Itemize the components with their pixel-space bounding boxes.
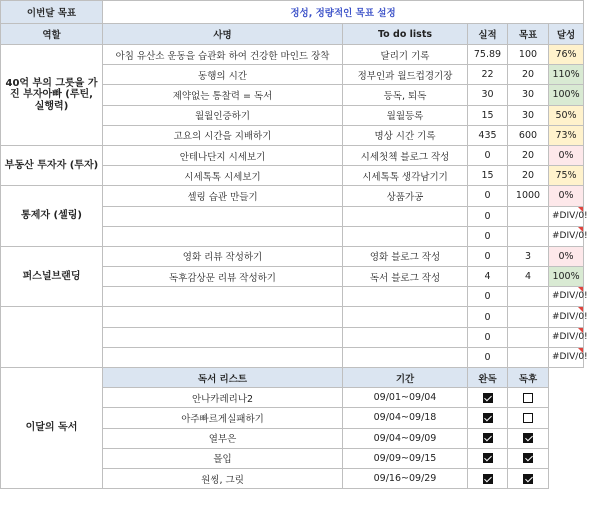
review-checkbox[interactable]: [523, 433, 533, 443]
role-cell[interactable]: 퍼스널브랜딩: [1, 246, 103, 307]
header-target: 목표: [508, 24, 549, 45]
actual-cell[interactable]: 0: [468, 287, 508, 307]
book-title[interactable]: 안나카레리나2: [103, 388, 343, 408]
todo-cell[interactable]: 시세첫첵 블로그 작성: [343, 145, 468, 165]
goal-description: 정성, 정량적인 목표 설정: [103, 1, 584, 24]
rate-error-cell[interactable]: #DIV/0!: [549, 327, 584, 347]
review-checkbox[interactable]: [523, 413, 533, 423]
book-period[interactable]: 09/16~09/29: [343, 468, 468, 488]
name-cell[interactable]: 월월인증하기: [103, 105, 343, 125]
target-cell[interactable]: [508, 226, 549, 246]
reading-header-done: 완독: [468, 368, 508, 388]
todo-cell[interactable]: 정부인과 월드컵경기장: [343, 65, 468, 85]
rate-cell[interactable]: 100%: [549, 267, 584, 287]
name-cell[interactable]: 제약없는 통찰력 = 독서: [103, 85, 343, 105]
todo-cell[interactable]: 영화 블로그 작성: [343, 246, 468, 266]
actual-cell[interactable]: 0: [468, 206, 508, 226]
target-cell[interactable]: 20: [508, 145, 549, 165]
name-cell[interactable]: [103, 327, 343, 347]
todo-cell[interactable]: [343, 307, 468, 327]
book-title[interactable]: 아주빠르게실패하기: [103, 408, 343, 428]
done-checkbox[interactable]: [483, 474, 493, 484]
done-checkbox[interactable]: [483, 453, 493, 463]
table-row[interactable]: [1, 307, 604, 327]
book-period[interactable]: 09/09~09/15: [343, 448, 468, 468]
error-marker-icon: [578, 348, 583, 353]
actual-cell[interactable]: 75.89: [468, 45, 508, 65]
actual-cell[interactable]: 15: [468, 105, 508, 125]
header-todo: To do lists: [343, 24, 468, 45]
review-checkbox[interactable]: [523, 393, 533, 403]
name-cell[interactable]: 영화 리뷰 작성하기: [103, 246, 343, 266]
target-cell[interactable]: [508, 287, 549, 307]
actual-cell[interactable]: 4: [468, 267, 508, 287]
rate-cell[interactable]: 73%: [549, 125, 584, 145]
table-row[interactable]: [1, 186, 604, 206]
rate-cell[interactable]: 0%: [549, 186, 584, 206]
book-title[interactable]: 열부은: [103, 428, 343, 448]
rate-cell[interactable]: 50%: [549, 105, 584, 125]
rate-error-cell[interactable]: #DIV/0!: [549, 226, 584, 246]
rate-cell[interactable]: 110%: [549, 65, 584, 85]
book-title[interactable]: 원씽, 그릿: [103, 468, 343, 488]
error-marker-icon: [578, 207, 583, 212]
actual-cell[interactable]: 30: [468, 85, 508, 105]
target-cell[interactable]: 4: [508, 267, 549, 287]
book-period[interactable]: 09/01~09/04: [343, 388, 468, 408]
rate-error-cell[interactable]: #DIV/0!: [549, 206, 584, 226]
todo-cell[interactable]: [343, 327, 468, 347]
error-marker-icon: [578, 328, 583, 333]
book-period[interactable]: 09/04~09/09: [343, 428, 468, 448]
todo-cell[interactable]: 상품가공: [343, 186, 468, 206]
rate-error-cell[interactable]: #DIV/0!: [549, 287, 584, 307]
name-cell[interactable]: [103, 226, 343, 246]
name-cell[interactable]: 독후감상문 리뷰 작성하기: [103, 267, 343, 287]
name-cell[interactable]: 동행의 시간: [103, 65, 343, 85]
name-cell[interactable]: [103, 307, 343, 327]
target-cell[interactable]: 1000: [508, 186, 549, 206]
actual-cell[interactable]: 435: [468, 125, 508, 145]
name-cell[interactable]: [103, 206, 343, 226]
error-marker-icon: [578, 307, 583, 312]
target-cell[interactable]: [508, 307, 549, 327]
todo-cell[interactable]: 달리기 기록: [343, 45, 468, 65]
target-cell[interactable]: 30: [508, 85, 549, 105]
role-cell-empty[interactable]: [1, 307, 103, 368]
reading-header-review: 독후: [508, 368, 549, 388]
todo-cell[interactable]: 독서 블로그 작성: [343, 267, 468, 287]
actual-cell[interactable]: 0: [468, 145, 508, 165]
actual-cell[interactable]: 0: [468, 347, 508, 367]
rate-cell[interactable]: 75%: [549, 166, 584, 186]
name-cell[interactable]: 고요의 시간을 지배하기: [103, 125, 343, 145]
header-name: 사명: [103, 24, 343, 45]
target-cell[interactable]: 100: [508, 45, 549, 65]
todo-cell[interactable]: 월월등록: [343, 105, 468, 125]
role-cell[interactable]: 통제자 (셀링): [1, 186, 103, 247]
todo-cell[interactable]: [343, 347, 468, 367]
todo-cell[interactable]: [343, 226, 468, 246]
actual-cell[interactable]: 0: [468, 226, 508, 246]
rate-error-cell[interactable]: #DIV/0!: [549, 307, 584, 327]
target-cell[interactable]: 3: [508, 246, 549, 266]
actual-cell[interactable]: 15: [468, 166, 508, 186]
done-checkbox[interactable]: [483, 393, 493, 403]
table-row[interactable]: [1, 145, 604, 165]
book-title[interactable]: 몰입: [103, 448, 343, 468]
review-checkbox[interactable]: [523, 474, 533, 484]
reading-header-list: 독서 리스트: [103, 368, 343, 388]
todo-cell[interactable]: 시세톡톡 생각남기기: [343, 166, 468, 186]
todo-cell[interactable]: [343, 287, 468, 307]
actual-cell[interactable]: 22: [468, 65, 508, 85]
table-row[interactable]: [1, 246, 604, 266]
name-cell[interactable]: 안테나단지 시세보기: [103, 145, 343, 165]
role-cell[interactable]: 40억 부의 그릇을 가진 부자아빠 (루틴, 실행력): [1, 45, 103, 146]
role-cell[interactable]: 부동산 투자자 (투자): [1, 145, 103, 185]
reading-header-row: [1, 368, 604, 388]
target-cell[interactable]: [508, 347, 549, 367]
error-marker-icon: [578, 227, 583, 232]
table-row[interactable]: [1, 45, 604, 65]
todo-cell[interactable]: 등독, 퇴독: [343, 85, 468, 105]
target-cell[interactable]: [508, 327, 549, 347]
name-cell[interactable]: [103, 347, 343, 367]
todo-cell[interactable]: 명상 시간 기록: [343, 125, 468, 145]
target-cell[interactable]: 30: [508, 105, 549, 125]
actual-cell[interactable]: 0: [468, 246, 508, 266]
role-cell[interactable]: 이달의 독서: [1, 368, 103, 489]
target-cell[interactable]: 20: [508, 65, 549, 85]
done-checkbox[interactable]: [483, 413, 493, 423]
target-cell[interactable]: [508, 206, 549, 226]
target-cell[interactable]: 20: [508, 166, 549, 186]
reading-header-period: 기간: [343, 368, 468, 388]
rate-cell[interactable]: 0%: [549, 145, 584, 165]
error-marker-icon: [578, 287, 583, 292]
header-rate: 달성: [549, 24, 584, 45]
month-goal-label: 이번달 목표: [1, 1, 103, 24]
actual-cell[interactable]: 0: [468, 186, 508, 206]
rate-cell[interactable]: 76%: [549, 45, 584, 65]
review-checkbox[interactable]: [523, 453, 533, 463]
rate-cell[interactable]: 100%: [549, 85, 584, 105]
name-cell[interactable]: 아침 유산소 운동을 습관화 하여 건강한 마인드 장착: [103, 45, 343, 65]
name-cell[interactable]: 셀링 습관 만들기: [103, 186, 343, 206]
name-cell[interactable]: 시세톡톡 시세보기: [103, 166, 343, 186]
done-checkbox[interactable]: [483, 433, 493, 443]
header-role: 역할: [1, 24, 103, 45]
rate-error-cell[interactable]: #DIV/0!: [549, 347, 584, 367]
name-cell[interactable]: [103, 287, 343, 307]
header-actual: 실적: [468, 24, 508, 45]
target-cell[interactable]: 600: [508, 125, 549, 145]
rate-cell[interactable]: 0%: [549, 246, 584, 266]
actual-cell[interactable]: 0: [468, 327, 508, 347]
book-period[interactable]: 09/04~09/18: [343, 408, 468, 428]
todo-cell[interactable]: [343, 206, 468, 226]
actual-cell[interactable]: 0: [468, 307, 508, 327]
